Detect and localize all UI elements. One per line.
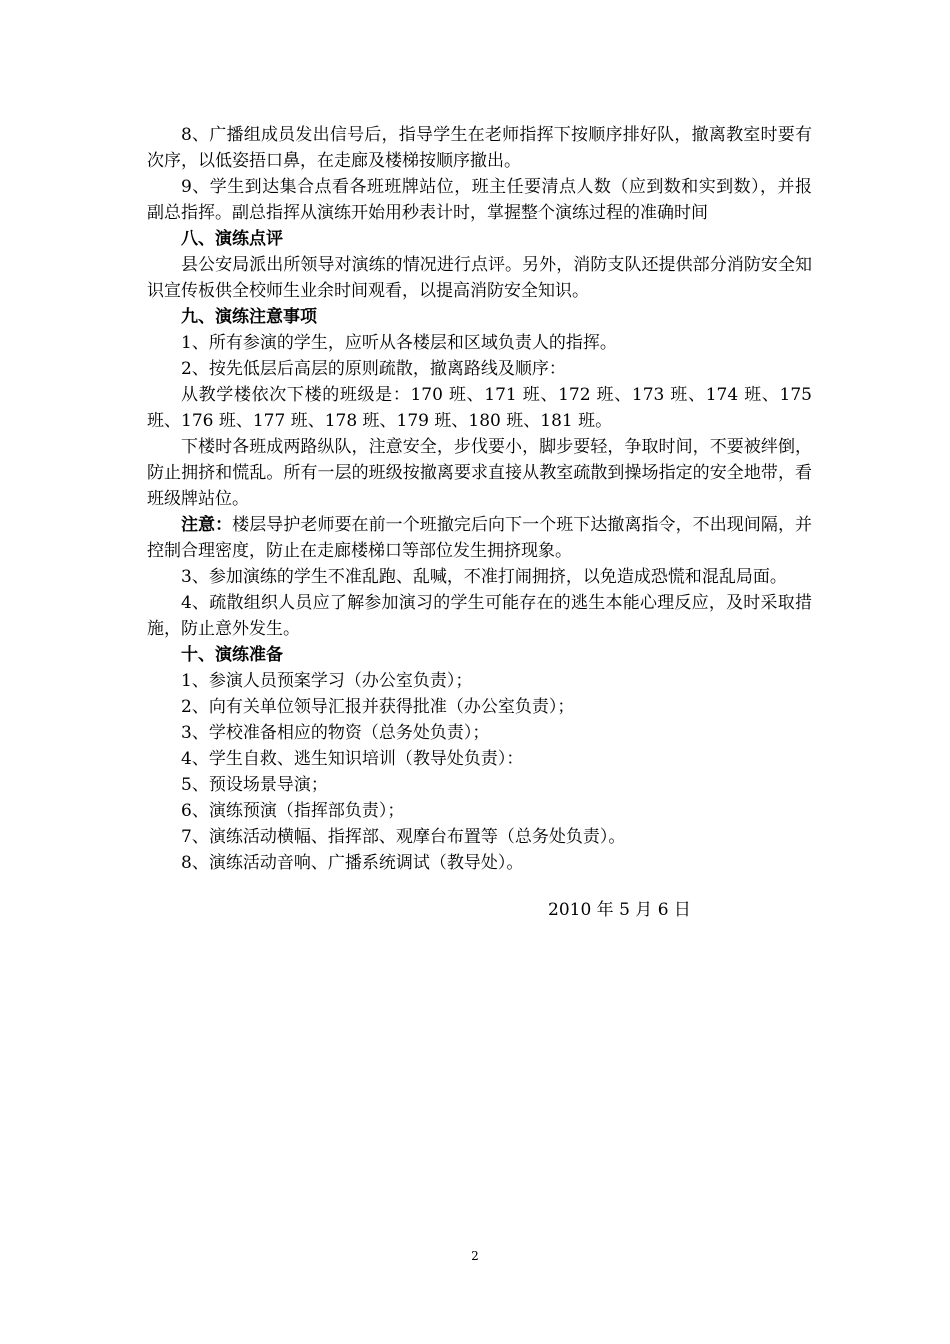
list-item: 1、参演人员预案学习（办公室负责）； [181,671,473,691]
document-body [147,122,812,876]
section-heading-preparation: 十、演练准备 [181,645,283,665]
paragraph-review: 县公安局派出所领导对演练的情况进行点评。另外，消防支队还提供部分消防安全知识宣传板供全校师生业余时间观看，以提高消防安全知识。 [147,255,812,301]
paragraph-assembly-point: 9、学生到达集合点看各班班牌站位，班主任要清点人数（应到数和实到数），并报副总指挥。副总指挥从演练开始用秒表计时，掌握整个演练过程的准确时间 [147,177,812,223]
paragraph-descending: 下楼时各班成两路纵队，注意安全，步伐要小，脚步要轻，争取时间，不要被绊倒，防止拥挤和慌乱。所有一层的班级按撤离要求直接从教室疏散到操场指定的安全地带，看班级牌站位。 [147,437,812,509]
paragraph-broadcast-signal: 8、广播组成员发出信号后，指导学生在老师指挥下按顺序排好队，撤离教室时要有次序，以低姿捂口鼻，在走廊及楼梯按顺序撤出。 [147,125,812,171]
list-item: 6、演练预演（指挥部负责）； [181,801,405,821]
paragraph-precaution-2: 2、按先低层后高层的原则疏散，撤离路线及顺序： [181,359,566,379]
list-item: 8、演练活动音响、广播系统调试（教导处）。 [181,853,524,873]
paragraph-precaution-3: 3、参加演练的学生不准乱跑、乱喊，不准打闹拥挤，以免造成恐慌和混乱局面。 [181,567,787,587]
note-text: 楼层导护老师要在前一个班撤完后向下一个班下达撤离指令，不出现间隔，并控制合理密度，防止在走廊楼梯口等部位发生拥挤现象。 [147,515,813,561]
list-item: 7、演练活动横幅、指挥部、观摩台布置等（总务处负责）。 [181,827,626,847]
paragraph-note [147,512,812,564]
document-date: 2010 年 5 月 6 日 [548,900,691,920]
list-item: 3、学校准备相应的物资（总务处负责）； [181,723,490,743]
paragraph-precaution-4: 4、疏散组织人员应了解参加演习的学生可能存在的逃生本能心理反应，及时采取措施，防止意外发生。 [147,593,812,639]
page-number: 2 [471,1249,479,1263]
list-item: 4、学生自救、逃生知识培训（教导处负责）： [181,749,524,769]
note-label: 注意： [181,515,233,535]
paragraph-class-order: 从教学楼依次下楼的班级是：170 班、171 班、172 班、173 班、174 班、175 班、176 班、177 班、178 班、179 班、180 班、181 班。 [147,385,812,431]
section-heading-review: 八、演练点评 [181,229,283,249]
section-heading-precautions: 九、演练注意事项 [181,307,317,327]
list-item: 5、预设场景导演； [181,775,328,795]
list-item: 2、向有关单位领导汇报并获得批准（办公室负责）； [181,697,575,717]
paragraph-precaution-1: 1、所有参演的学生，应听从各楼层和区域负责人的指挥。 [181,333,617,353]
